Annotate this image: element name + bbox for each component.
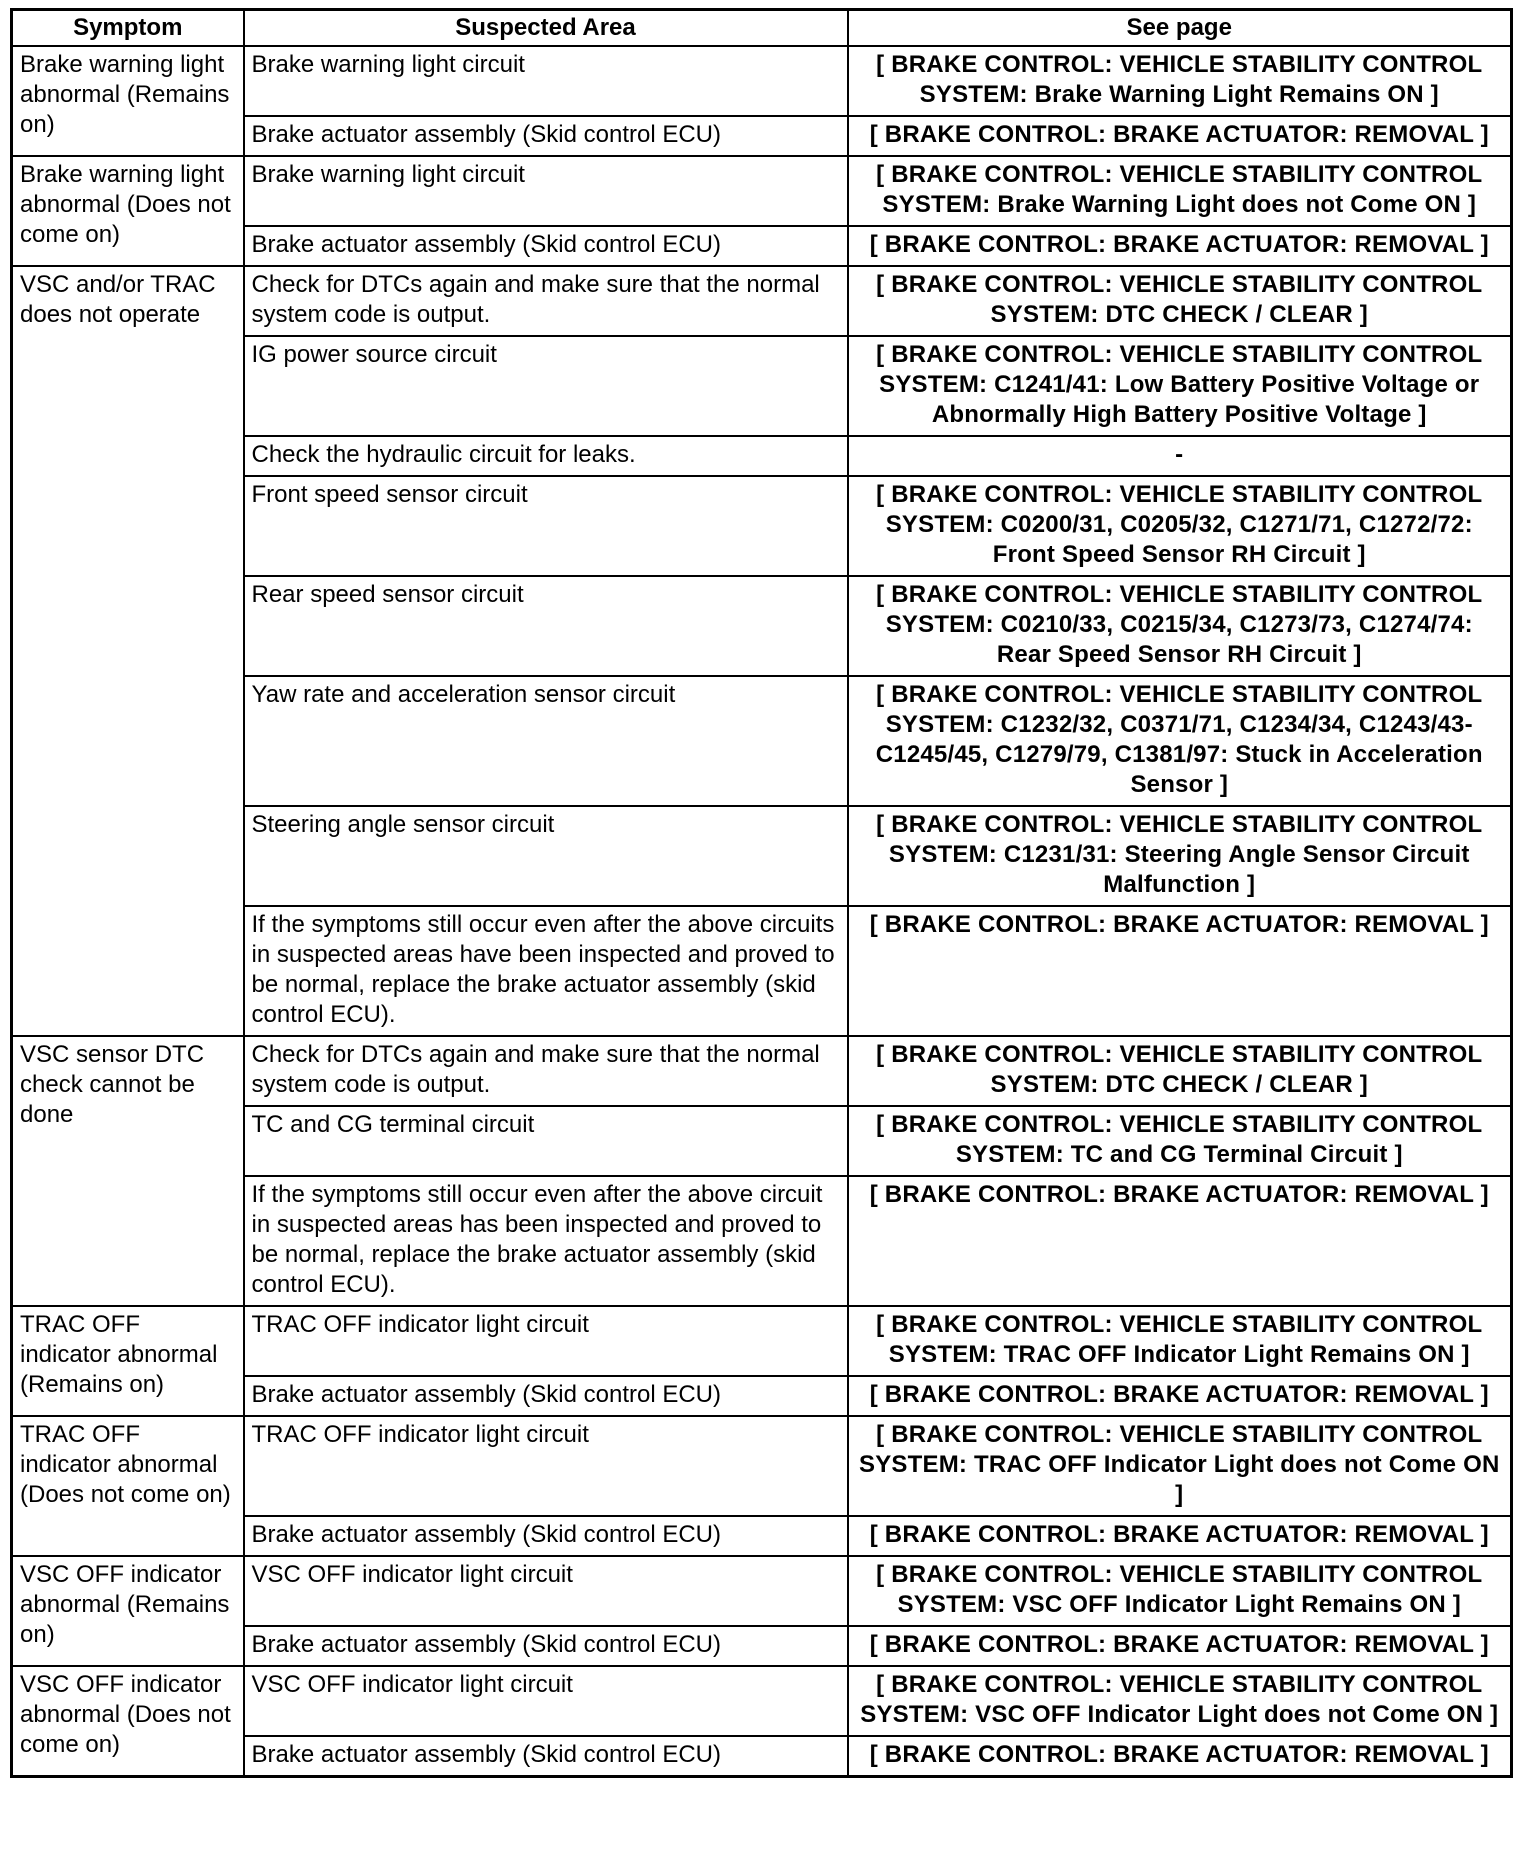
problem-symptoms-table <box>10 8 1513 1778</box>
table-row <box>12 266 1512 336</box>
suspected-area-cell: Brake actuator assembly (Skid control ECU) <box>244 116 848 156</box>
problem-symptoms-table-container <box>10 8 1510 1778</box>
see-page-reference-cell: [ BRAKE CONTROL: VEHICLE STABILITY CONTROL SYSTEM: VSC OFF Indicator Light does not Come ON ] <box>848 1666 1512 1736</box>
see-page-reference-cell: [ BRAKE CONTROL: VEHICLE STABILITY CONTROL SYSTEM: TC and CG Terminal Circuit ] <box>848 1106 1512 1176</box>
suspected-area-cell: Brake actuator assembly (Skid control ECU) <box>244 1736 848 1777</box>
suspected-area-cell: Brake warning light circuit <box>244 156 848 226</box>
suspected-area-cell: If the symptoms still occur even after the above circuit in suspected areas has been inspected and proved to be normal, replace the brake actuator assembly (skid control ECU). <box>244 1176 848 1306</box>
symptom-cell: VSC OFF indicator abnormal (Remains on) <box>12 1556 244 1666</box>
suspected-area-cell: Yaw rate and acceleration sensor circuit <box>244 676 848 806</box>
table-row <box>12 1306 1512 1376</box>
see-page-reference-cell: [ BRAKE CONTROL: BRAKE ACTUATOR: REMOVAL ] <box>848 226 1512 266</box>
header-see-page: See page <box>848 10 1512 47</box>
see-page-reference-cell: [ BRAKE CONTROL: VEHICLE STABILITY CONTROL SYSTEM: C1232/32, C0371/71, C1234/34, C1243/43-C1245/45, C1279/79, C1381/97: Stuck in Acceleration Sensor ] <box>848 676 1512 806</box>
suspected-area-cell: Check for DTCs again and make sure that the normal system code is output. <box>244 266 848 336</box>
see-page-reference-cell: [ BRAKE CONTROL: BRAKE ACTUATOR: REMOVAL ] <box>848 116 1512 156</box>
see-page-reference-cell: [ BRAKE CONTROL: VEHICLE STABILITY CONTROL SYSTEM: C0210/33, C0215/34, C1273/73, C1274/74: Rear Speed Sensor RH Circuit ] <box>848 576 1512 676</box>
suspected-area-cell: Rear speed sensor circuit <box>244 576 848 676</box>
suspected-area-cell: TRAC OFF indicator light circuit <box>244 1416 848 1516</box>
table-header-row <box>12 10 1512 47</box>
symptom-cell: VSC OFF indicator abnormal (Does not come on) <box>12 1666 244 1777</box>
table-row <box>12 1416 1512 1516</box>
symptom-cell: TRAC OFF indicator abnormal (Does not come on) <box>12 1416 244 1556</box>
table-row <box>12 1036 1512 1106</box>
table-row <box>12 46 1512 116</box>
see-page-reference-cell: [ BRAKE CONTROL: VEHICLE STABILITY CONTROL SYSTEM: Brake Warning Light does not Come ON ] <box>848 156 1512 226</box>
header-suspected-area: Suspected Area <box>244 10 848 47</box>
suspected-area-cell: Check the hydraulic circuit for leaks. <box>244 436 848 476</box>
table-row <box>12 1666 1512 1736</box>
suspected-area-cell: Brake warning light circuit <box>244 46 848 116</box>
symptom-cell: TRAC OFF indicator abnormal (Remains on) <box>12 1306 244 1416</box>
suspected-area-cell: Brake actuator assembly (Skid control ECU) <box>244 1516 848 1556</box>
see-page-reference-cell: [ BRAKE CONTROL: BRAKE ACTUATOR: REMOVAL ] <box>848 906 1512 1036</box>
see-page-reference-cell: [ BRAKE CONTROL: VEHICLE STABILITY CONTROL SYSTEM: Brake Warning Light Remains ON ] <box>848 46 1512 116</box>
suspected-area-cell: Brake actuator assembly (Skid control ECU) <box>244 1376 848 1416</box>
suspected-area-cell: VSC OFF indicator light circuit <box>244 1556 848 1626</box>
see-page-reference-cell: [ BRAKE CONTROL: BRAKE ACTUATOR: REMOVAL ] <box>848 1516 1512 1556</box>
see-page-reference-cell: [ BRAKE CONTROL: BRAKE ACTUATOR: REMOVAL ] <box>848 1736 1512 1777</box>
suspected-area-cell: Front speed sensor circuit <box>244 476 848 576</box>
table-row <box>12 156 1512 226</box>
suspected-area-cell: Steering angle sensor circuit <box>244 806 848 906</box>
suspected-area-cell: IG power source circuit <box>244 336 848 436</box>
see-page-reference-cell: [ BRAKE CONTROL: VEHICLE STABILITY CONTROL SYSTEM: C0200/31, C0205/32, C1271/71, C1272/72: Front Speed Sensor RH Circuit ] <box>848 476 1512 576</box>
suspected-area-cell: TC and CG terminal circuit <box>244 1106 848 1176</box>
suspected-area-cell: Check for DTCs again and make sure that the normal system code is output. <box>244 1036 848 1106</box>
see-page-reference-cell: [ BRAKE CONTROL: VEHICLE STABILITY CONTROL SYSTEM: C1231/31: Steering Angle Sensor Circuit Malfunction ] <box>848 806 1512 906</box>
see-page-reference-cell: [ BRAKE CONTROL: VEHICLE STABILITY CONTROL SYSTEM: DTC CHECK / CLEAR ] <box>848 1036 1512 1106</box>
symptom-cell: Brake warning light abnormal (Does not come on) <box>12 156 244 266</box>
see-page-reference-cell: [ BRAKE CONTROL: VEHICLE STABILITY CONTROL SYSTEM: C1241/41: Low Battery Positive Voltage or Abnormally High Battery Positive Voltage ] <box>848 336 1512 436</box>
see-page-reference-cell: [ BRAKE CONTROL: VEHICLE STABILITY CONTROL SYSTEM: TRAC OFF Indicator Light does not Come ON ] <box>848 1416 1512 1516</box>
header-symptom: Symptom <box>12 10 244 47</box>
suspected-area-cell: TRAC OFF indicator light circuit <box>244 1306 848 1376</box>
symptom-cell: Brake warning light abnormal (Remains on) <box>12 46 244 156</box>
suspected-area-cell: If the symptoms still occur even after the above circuits in suspected areas have been inspected and proved to be normal, replace the brake actuator assembly (skid control ECU). <box>244 906 848 1036</box>
see-page-reference-cell: [ BRAKE CONTROL: VEHICLE STABILITY CONTROL SYSTEM: TRAC OFF Indicator Light Remains ON ] <box>848 1306 1512 1376</box>
symptom-cell: VSC and/or TRAC does not operate <box>12 266 244 1036</box>
see-page-reference-cell: [ BRAKE CONTROL: VEHICLE STABILITY CONTROL SYSTEM: VSC OFF Indicator Light Remains ON ] <box>848 1556 1512 1626</box>
see-page-reference-cell: [ BRAKE CONTROL: BRAKE ACTUATOR: REMOVAL ] <box>848 1376 1512 1416</box>
see-page-reference-cell: [ BRAKE CONTROL: BRAKE ACTUATOR: REMOVAL ] <box>848 1176 1512 1306</box>
see-page-reference-cell: - <box>848 436 1512 476</box>
see-page-reference-cell: [ BRAKE CONTROL: VEHICLE STABILITY CONTROL SYSTEM: DTC CHECK / CLEAR ] <box>848 266 1512 336</box>
see-page-reference-cell: [ BRAKE CONTROL: BRAKE ACTUATOR: REMOVAL ] <box>848 1626 1512 1666</box>
table-row <box>12 1556 1512 1626</box>
symptom-cell: VSC sensor DTC check cannot be done <box>12 1036 244 1306</box>
suspected-area-cell: Brake actuator assembly (Skid control ECU) <box>244 226 848 266</box>
suspected-area-cell: Brake actuator assembly (Skid control ECU) <box>244 1626 848 1666</box>
suspected-area-cell: VSC OFF indicator light circuit <box>244 1666 848 1736</box>
table-body <box>12 46 1512 1777</box>
